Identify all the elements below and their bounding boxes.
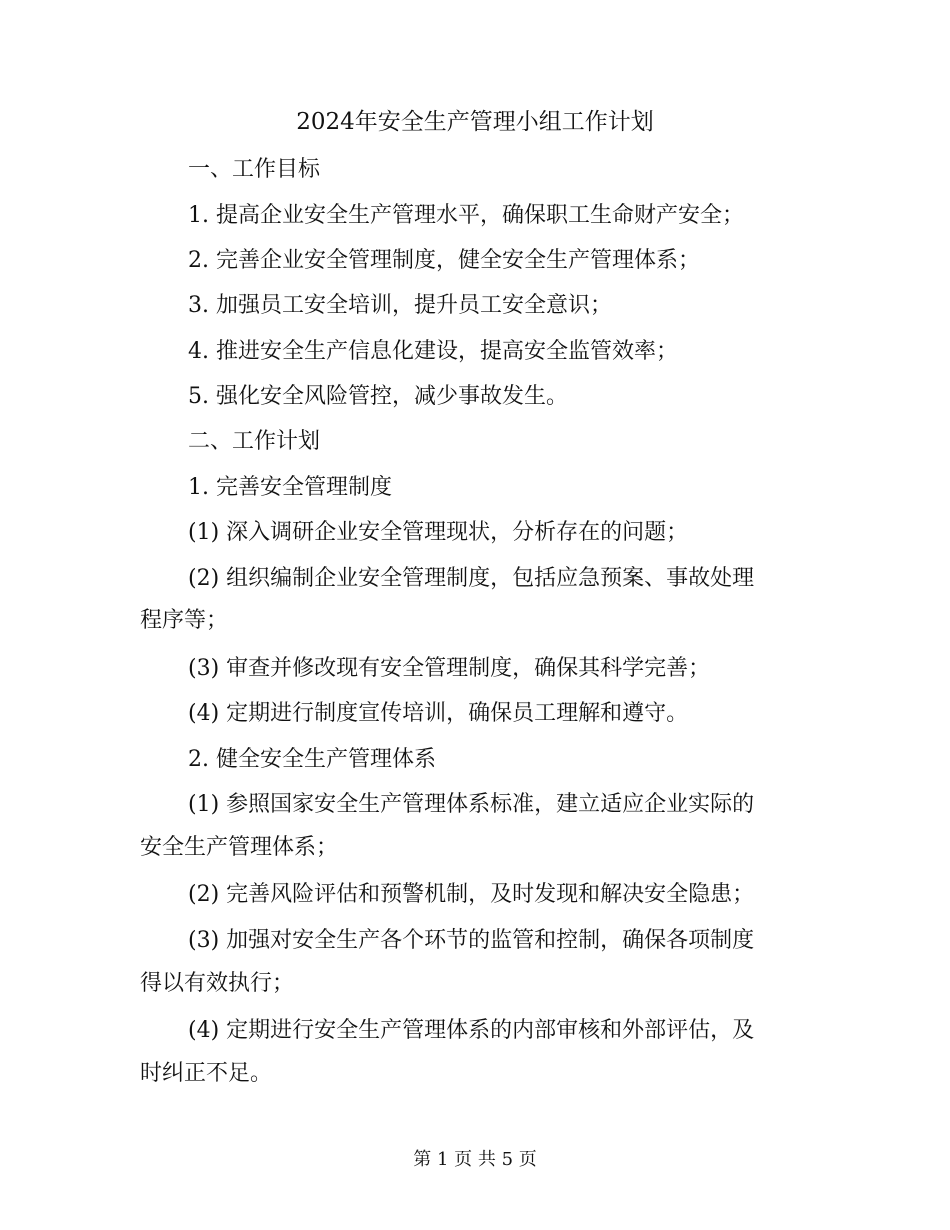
goal-item-1: 1. 提高企业安全生产管理水平，确保职工生命财产安全； bbox=[188, 203, 744, 228]
goal-item-2: 2. 完善企业安全管理制度，健全安全生产管理体系； bbox=[188, 248, 700, 273]
plan-1-item-3: (3) 审查并修改现有安全管理制度，确保其科学完善； bbox=[188, 656, 711, 681]
plan-2-item-1: (1) 参照国家安全生产管理体系标准，建立适应企业实际的 bbox=[188, 792, 755, 817]
plan-1-item-4: (4) 定期进行制度宣传培训，确保员工理解和遵守。 bbox=[188, 701, 689, 726]
plan-2-item-4: (4) 定期进行安全生产管理体系的内部审核和外部评估，及 bbox=[188, 1018, 755, 1043]
plan-1-item-2-continued: 程序等； bbox=[140, 608, 229, 633]
goal-item-3: 3. 加强员工安全培训，提升员工安全意识； bbox=[188, 293, 612, 318]
plan-2-item-2: (2) 完善风险评估和预警机制，及时发现和解决安全隐患； bbox=[188, 882, 755, 907]
document-title: 2024年安全生产管理小组工作计划 bbox=[296, 109, 654, 135]
plan-2-item-3-continued: 得以有效执行； bbox=[140, 971, 295, 996]
plan-1-item-2: (2) 组织编制企业安全管理制度，包括应急预案、事故处理 bbox=[188, 566, 755, 591]
plan-2-item-3: (3) 加强对安全生产各个环节的监管和控制，确保各项制度 bbox=[188, 928, 755, 953]
goal-item-5: 5. 强化安全风险管控，减少事故发生。 bbox=[188, 384, 568, 409]
plan-2-item-4-continued: 时纠正不足。 bbox=[140, 1061, 273, 1086]
page-number-footer: 第 1 页 共 5 页 bbox=[413, 1149, 537, 1170]
goal-item-4: 4. 推进安全生产信息化建设，提高安全监管效率； bbox=[188, 339, 678, 364]
plan-1-item-1: (1) 深入调研企业安全管理现状，分析存在的问题； bbox=[188, 520, 689, 545]
plan-2-item-1-continued: 安全生产管理体系； bbox=[140, 835, 339, 860]
plan-subheading-1: 1. 完善安全管理制度 bbox=[188, 475, 392, 500]
plan-subheading-2: 2. 健全安全生产管理体系 bbox=[188, 747, 436, 772]
section-heading-plan: 二、工作计划 bbox=[188, 429, 321, 454]
section-heading-goals: 一、工作目标 bbox=[188, 157, 321, 182]
